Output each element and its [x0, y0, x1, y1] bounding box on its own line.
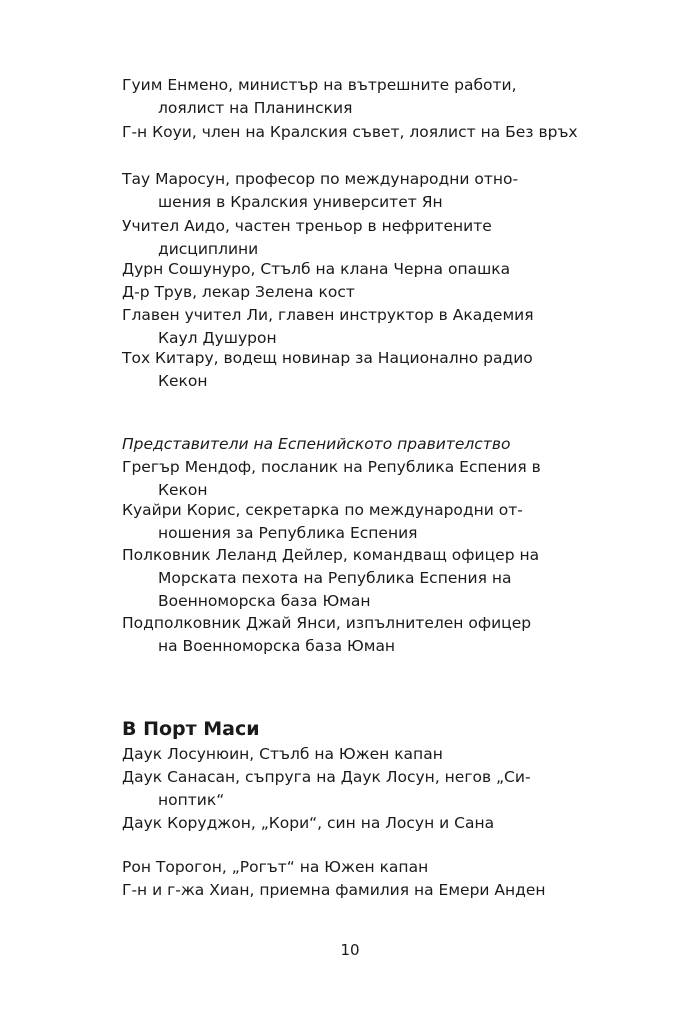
entry-line: Главен учител Ли, главен инструктор в Академия [122, 306, 534, 324]
page-number: 10 [340, 941, 360, 959]
entry-line: дисциплини [158, 240, 259, 258]
entry-line: Кекон [158, 372, 208, 390]
entry-line: Каул Душурон [158, 329, 277, 347]
entry-toh-kitaru [122, 347, 592, 393]
entry-dauk-sanasan [122, 766, 592, 812]
entry-hian [122, 879, 592, 902]
entry-line: Учител Аидо, частен треньор в нефритените [122, 217, 492, 235]
entry-line: лоялист на Планинския [158, 99, 353, 117]
section-heading: В Порт Маси [122, 718, 260, 740]
entry-line: Даук Коруджон, „Кори“, син на Лосун и Сана [122, 814, 495, 832]
entry-line: на Военноморска база Юман [158, 637, 396, 655]
entry-jay-yansi [122, 612, 592, 658]
entry-line: Дурн Сошунуро, Стълб на клана Черна опашка [122, 260, 511, 278]
entry-durn-soshunuro [122, 258, 592, 281]
entry-line: Д-р Трув, лекар Зелена кост [122, 283, 355, 301]
entry-aido [122, 215, 592, 261]
entry-gregar-mendof [122, 456, 592, 502]
entry-line: Рон Торогон, „Рогът“ на Южен капан [122, 858, 429, 876]
entry-leland-deiler [122, 544, 592, 613]
entry-dr-truv [122, 281, 592, 304]
entry-ron-torogon [122, 856, 592, 879]
entry-line: Полковник Леланд Дейлер, командващ офицер на [122, 546, 540, 564]
entry-line: Даук Лосунюин, Стълб на Южен капан [122, 745, 443, 763]
entry-line: Куайри Корис, секретарка по международни от- [122, 501, 523, 519]
entry-line: Тох Китару, водещ новинар за Национално радио [122, 349, 533, 367]
entry-line: нoптик“ [158, 791, 225, 809]
entry-dauk-losunyuin [122, 743, 592, 766]
subsection-espenian-government [122, 433, 592, 456]
entry-line: шения в Кралския университет Ян [158, 193, 443, 211]
entry-line: Гуим Енмено, министър на вътрешните работи, [122, 76, 517, 94]
entry-guim-enmeno [122, 74, 592, 120]
entry-line: Тау Маросун, професор по международни отно- [122, 170, 519, 188]
entry-line: Г-н и г-жа Хиан, приемна фамилия на Емери Анден [122, 881, 546, 899]
entry-line: ношения за Република Еспения [158, 524, 418, 542]
entry-dauk-korudzhon [122, 812, 592, 835]
entry-line: Подполковник Джай Янси, изпълнителен офицер [122, 614, 532, 632]
entry-line: Г-н Коуи, член на Кралския съвет, лоялист на Без връх [122, 123, 578, 141]
entry-kouy [122, 121, 592, 144]
entry-line: Грегър Мендоф, посланик на Република Еспения в [122, 458, 541, 476]
entry-line: Военноморска база Юман [158, 592, 371, 610]
entry-kuairi-koris [122, 499, 592, 545]
entry-line: Кекон [158, 481, 208, 499]
entry-tau-marosun [122, 168, 592, 214]
entry-line: Морската пехота на Република Еспения на [158, 569, 512, 587]
entry-line: Даук Санасан, съпруга на Даук Лосун, негов „Си- [122, 768, 531, 786]
entry-li [122, 304, 592, 350]
subsection-title: Представители на Еспенийското правителство [122, 435, 511, 453]
